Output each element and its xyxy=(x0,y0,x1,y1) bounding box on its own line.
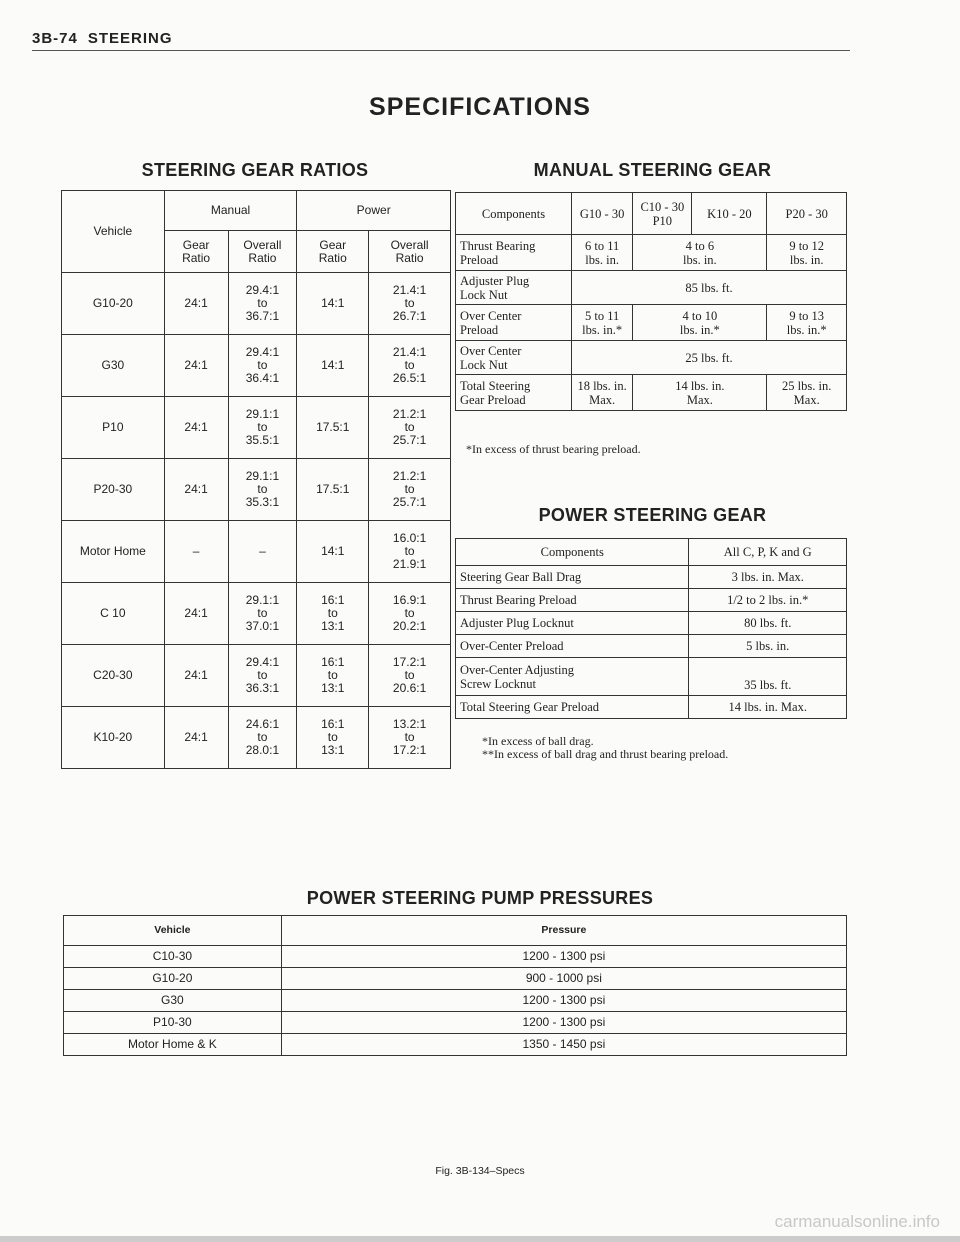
power-gear-ratio: 16:1 to 13:1 xyxy=(297,707,369,769)
manual-gear-table xyxy=(455,192,847,411)
manual-gear-ratio-header: Gear Ratio xyxy=(164,231,228,273)
component-cell: Steering Gear Ball Drag xyxy=(456,566,689,589)
power-overall-ratio: 16.9:1 to 20.2:1 xyxy=(369,583,451,645)
components-header: Components xyxy=(456,539,689,566)
manual-overall-ratio: 29.4:1 to 36.4:1 xyxy=(228,335,297,397)
manual-overall-ratio: 29.1:1 to 35.3:1 xyxy=(228,459,297,521)
manual-gear-ratio: 24:1 xyxy=(164,583,228,645)
power-overall-ratio: 21.4:1 to 26.5:1 xyxy=(369,335,451,397)
power-gear-ratio: 16:1 to 13:1 xyxy=(297,583,369,645)
manual-gear-ratio: 24:1 xyxy=(164,645,228,707)
manual-overall-ratio: 29.4:1 to 36.3:1 xyxy=(228,645,297,707)
power-overall-ratio: 21.2:1 to 25.7:1 xyxy=(369,397,451,459)
value-cell: 1/2 to 2 lbs. in.* xyxy=(689,589,847,612)
vehicle-cell: C10-30 xyxy=(64,946,282,968)
manual-overall-ratio: 29.1:1 to 35.5:1 xyxy=(228,397,297,459)
p20-30-header: P20 - 30 xyxy=(767,193,847,235)
ratio-row xyxy=(62,459,451,521)
g-value: 6 to 11 lbs. in. xyxy=(571,235,632,271)
ratio-row xyxy=(62,273,451,335)
power-gear-title: POWER STEERING GEAR xyxy=(538,505,767,525)
vehicle-cell: Motor Home & K xyxy=(64,1034,282,1056)
pressure-cell: 1200 - 1300 psi xyxy=(281,990,846,1012)
ratio-row xyxy=(62,521,451,583)
power-gear-row xyxy=(456,566,847,589)
component-cell: Over-Center Preload xyxy=(456,635,689,658)
footnote-ball-drag: *In excess of ball drag. xyxy=(482,734,594,748)
pump-pressures-title: POWER STEERING PUMP PRESSURES xyxy=(306,888,654,908)
vehicle-cell: G10-20 xyxy=(64,968,282,990)
power-overall-ratio: 21.4:1 to 26.7:1 xyxy=(369,273,451,335)
component-cell: Thrust Bearing Preload xyxy=(456,589,689,612)
pump-pressures-table xyxy=(63,915,847,1056)
component-cell: Adjuster Plug Locknut xyxy=(456,612,689,635)
pump-row xyxy=(64,1012,847,1034)
components-header: Components xyxy=(456,193,572,235)
manual-overall-ratio: 24.6:1 to 28.0:1 xyxy=(228,707,297,769)
gear-ratios-table xyxy=(61,190,451,769)
power-gear-row xyxy=(456,635,847,658)
power-gear-ratio: 14:1 xyxy=(297,273,369,335)
row-label: Thrust Bearing Preload xyxy=(456,235,572,271)
power-gear-ratio: 17.5:1 xyxy=(297,459,369,521)
ratio-row xyxy=(62,335,451,397)
gear-ratios-title: STEERING GEAR RATIOS xyxy=(141,160,369,180)
c10-30-p10-header: C10 - 30 P10 xyxy=(633,193,692,235)
bottom-edge xyxy=(0,1236,960,1242)
all-value: 25 lbs. ft. xyxy=(571,341,846,375)
manual-gear-title: MANUAL STEERING GEAR xyxy=(533,160,772,180)
g-value: 18 lbs. in. Max. xyxy=(571,375,632,411)
pressure-cell: 900 - 1000 psi xyxy=(281,968,846,990)
manual-gear-ratio: 24:1 xyxy=(164,335,228,397)
section-number: 3B-74 xyxy=(32,30,78,47)
value-cell: 3 lbs. in. Max. xyxy=(689,566,847,589)
vehicle-cell: P10 xyxy=(62,397,165,459)
manual-gear-ratio: – xyxy=(164,521,228,583)
value-cell: 80 lbs. ft. xyxy=(689,612,847,635)
manual-header: Manual xyxy=(164,191,297,231)
figure-caption: Fig. 3B-134–Specs xyxy=(435,1165,525,1177)
power-gear-ratio: 17.5:1 xyxy=(297,397,369,459)
manual-gear-ratio: 24:1 xyxy=(164,459,228,521)
footnote-ball-drag-thrust: **In excess of ball drag and thrust bearing preload. xyxy=(482,747,729,761)
row-label: Over Center Preload xyxy=(456,305,572,341)
pump-row xyxy=(64,968,847,990)
vehicle-cell: G30 xyxy=(64,990,282,1012)
value-cell: 14 lbs. in. Max. xyxy=(689,696,847,719)
ratio-row xyxy=(62,397,451,459)
manual-overall-ratio: 29.1:1 to 37.0:1 xyxy=(228,583,297,645)
power-overall-ratio: 16.0:1 to 21.9:1 xyxy=(369,521,451,583)
ck-value: 4 to 6 lbs. in. xyxy=(633,235,767,271)
row-label: Over Center Lock Nut xyxy=(456,341,572,375)
pressure-header: Pressure xyxy=(281,916,846,946)
page-header xyxy=(32,30,173,47)
vehicle-header: Vehicle xyxy=(62,191,165,273)
gear-ratios-body xyxy=(62,273,451,769)
power-overall-ratio: 21.2:1 to 25.7:1 xyxy=(369,459,451,521)
section-title: STEERING xyxy=(87,30,173,47)
over-center-locknut-row xyxy=(456,341,847,375)
value-cell: 35 lbs. ft. xyxy=(689,658,847,696)
power-gear-row xyxy=(456,589,847,612)
power-overall-ratio: 13.2:1 to 17.2:1 xyxy=(369,707,451,769)
power-gear-row xyxy=(456,612,847,635)
all-models-header: All C, P, K and G xyxy=(689,539,847,566)
thrust-bearing-row xyxy=(456,235,847,271)
ck-value: 4 to 10 lbs. in.* xyxy=(633,305,767,341)
row-label: Total Steering Gear Preload xyxy=(456,375,572,411)
ratio-row xyxy=(62,645,451,707)
manual-gear-ratio: 24:1 xyxy=(164,397,228,459)
ratio-row xyxy=(62,583,451,645)
g10-30-header: G10 - 30 xyxy=(571,193,632,235)
manual-gear-ratio: 24:1 xyxy=(164,273,228,335)
all-value: 85 lbs. ft. xyxy=(571,271,846,305)
component-cell: Over-Center Adjusting Screw Locknut xyxy=(456,658,689,696)
manual-overall-ratio: 29.4:1 to 36.7:1 xyxy=(228,273,297,335)
vehicle-cell: Motor Home xyxy=(62,521,165,583)
vehicle-cell: K10-20 xyxy=(62,707,165,769)
total-preload-row xyxy=(456,375,847,411)
vehicle-cell: G10-20 xyxy=(62,273,165,335)
page-title: SPECIFICATIONS xyxy=(369,93,591,121)
power-gear-ratio: 14:1 xyxy=(297,521,369,583)
pressure-cell: 1200 - 1300 psi xyxy=(281,1012,846,1034)
manual-gear-ratio: 24:1 xyxy=(164,707,228,769)
power-gear-ratio: 16:1 to 13:1 xyxy=(297,645,369,707)
vehicle-cell: P20-30 xyxy=(62,459,165,521)
pressure-cell: 1200 - 1300 psi xyxy=(281,946,846,968)
power-gear-footnotes xyxy=(482,735,728,761)
watermark: carmanualsonline.info xyxy=(774,1212,940,1231)
vehicle-header: Vehicle xyxy=(64,916,282,946)
power-overall-ratio-header: Overall Ratio xyxy=(369,231,451,273)
p-value: 25 lbs. in. Max. xyxy=(767,375,847,411)
vehicle-cell: C 10 xyxy=(62,583,165,645)
power-gear-row xyxy=(456,658,847,696)
power-gear-ratio-header: Gear Ratio xyxy=(297,231,369,273)
manual-overall-ratio-header: Overall Ratio xyxy=(228,231,297,273)
power-header: Power xyxy=(297,191,451,231)
power-overall-ratio: 17.2:1 to 20.6:1 xyxy=(369,645,451,707)
value-cell: 5 lbs. in. xyxy=(689,635,847,658)
vehicle-cell: G30 xyxy=(62,335,165,397)
ck-value: 14 lbs. in. Max. xyxy=(633,375,767,411)
pump-pressures-body xyxy=(64,946,847,1056)
k10-20-header: K10 - 20 xyxy=(692,193,767,235)
g-value: 5 to 11 lbs. in.* xyxy=(571,305,632,341)
pressure-cell: 1350 - 1450 psi xyxy=(281,1034,846,1056)
manual-gear-footnote: *In excess of thrust bearing preload. xyxy=(466,442,641,456)
p-value: 9 to 13 lbs. in.* xyxy=(767,305,847,341)
vehicle-cell: P10-30 xyxy=(64,1012,282,1034)
pump-row xyxy=(64,990,847,1012)
header-rule xyxy=(32,50,850,51)
row-label: Adjuster Plug Lock Nut xyxy=(456,271,572,305)
power-gear-table xyxy=(455,538,847,719)
vehicle-cell: C20-30 xyxy=(62,645,165,707)
ratio-row xyxy=(62,707,451,769)
component-cell: Total Steering Gear Preload xyxy=(456,696,689,719)
power-gear-body xyxy=(456,566,847,719)
p-value: 9 to 12 lbs. in. xyxy=(767,235,847,271)
adjuster-plug-row xyxy=(456,271,847,305)
pump-row xyxy=(64,1034,847,1056)
over-center-preload-row xyxy=(456,305,847,341)
manual-overall-ratio: – xyxy=(228,521,297,583)
power-gear-ratio: 14:1 xyxy=(297,335,369,397)
pump-row xyxy=(64,946,847,968)
power-gear-row xyxy=(456,696,847,719)
